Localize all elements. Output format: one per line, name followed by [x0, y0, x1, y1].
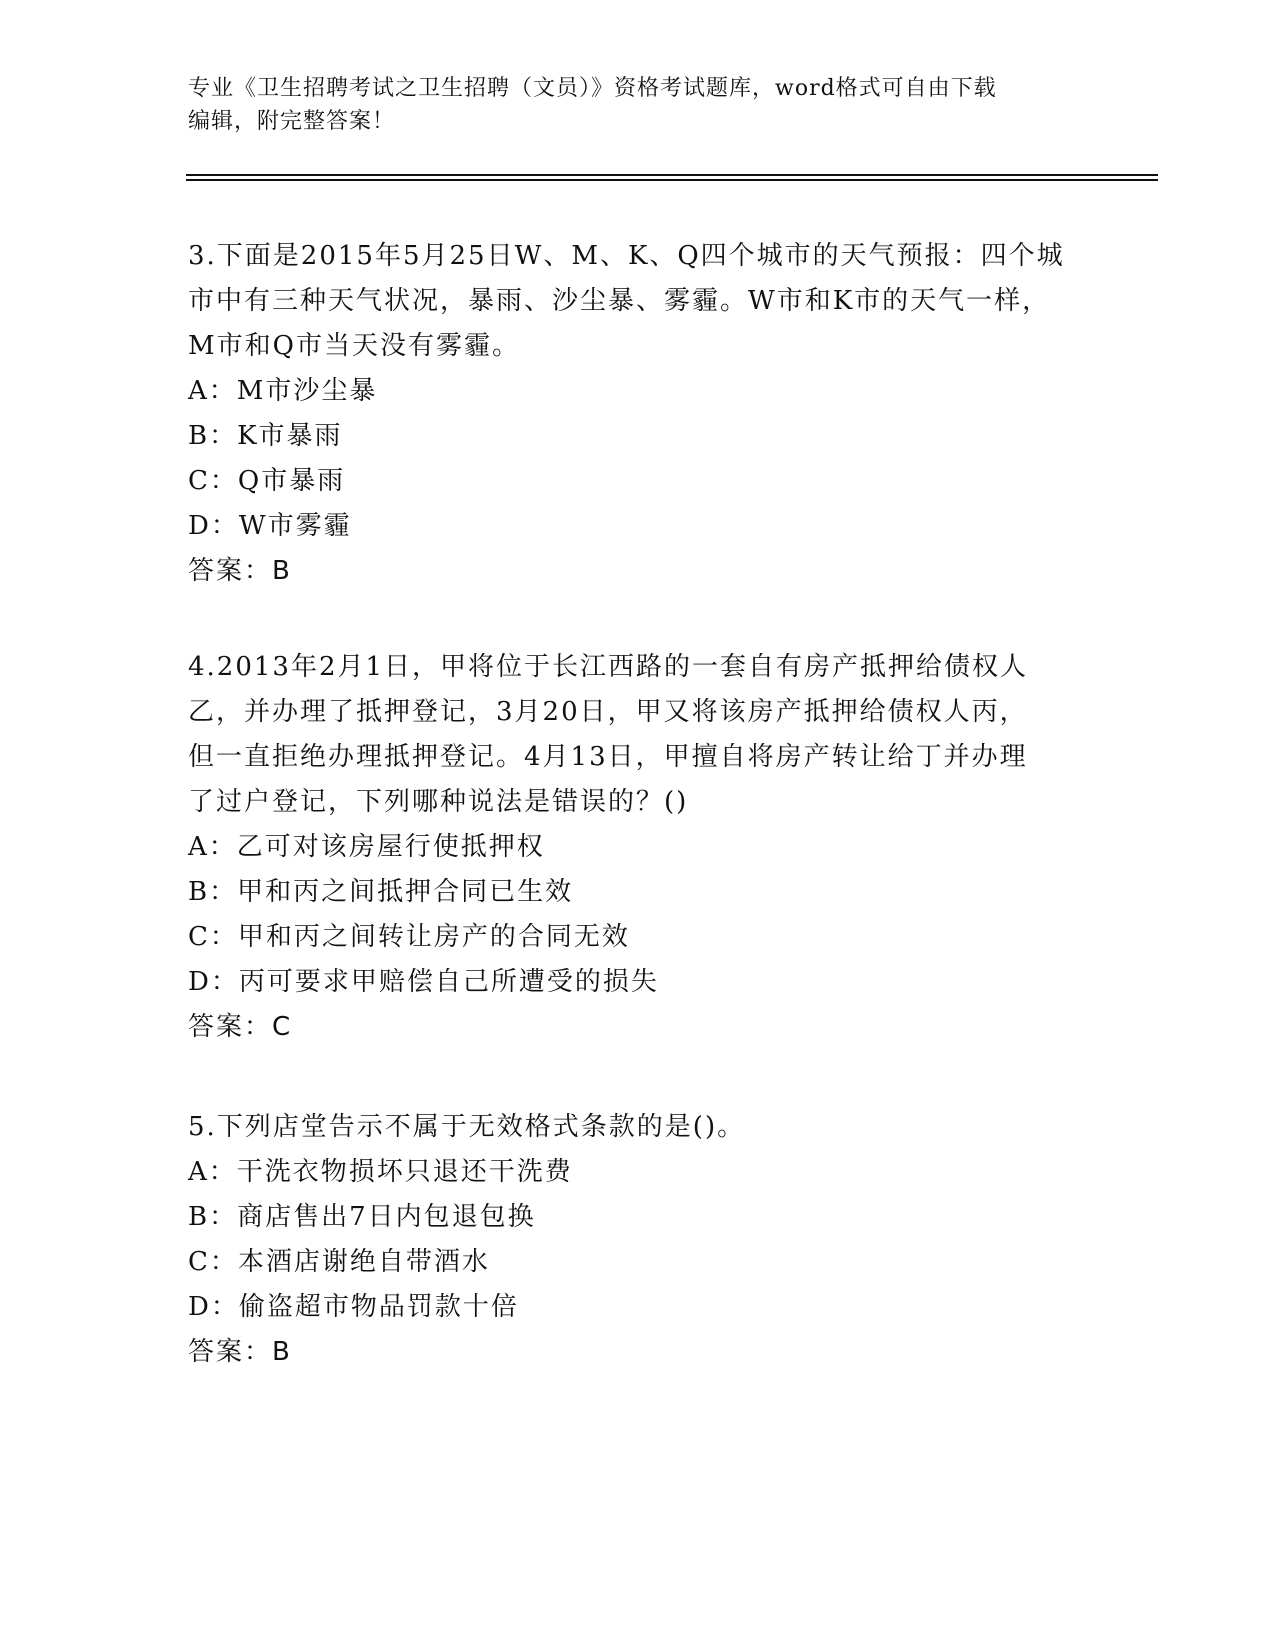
- option-c: C：甲和丙之间转让房产的合同无效: [188, 922, 630, 952]
- option-b: B：K市暴雨: [188, 421, 343, 451]
- header-line: 专业《卫生招聘考试之卫生招聘（文员）》资格考试题库，word格式可自由下载: [188, 76, 997, 101]
- option-b: B：商店售出7日内包退包换: [188, 1202, 536, 1232]
- question-stem: [188, 234, 1088, 369]
- option-b: B：甲和丙之间抵押合同已生效: [188, 877, 574, 907]
- stem-line: 但一直拒绝办理抵押登记。4月13日，甲擅自将房产转让给丁并办理: [188, 742, 1028, 772]
- stem-line: 5.下列店堂告示不属于无效格式条款的是()。: [188, 1112, 746, 1142]
- option-d: D：丙可要求甲赔偿自己所遭受的损失: [188, 967, 659, 997]
- option-a: A：干洗衣物损坏只退还干洗费: [188, 1157, 573, 1187]
- header-line: 编辑，附完整答案！: [188, 109, 396, 134]
- stem-line: 4.2013年2月1日，甲将位于长江西路的一套自有房产抵押给债权人: [188, 652, 1029, 682]
- document-header: [188, 72, 1088, 138]
- stem-line: 市中有三种天气状况，暴雨、沙尘暴、雾霾。W市和K市的天气一样，: [188, 286, 1051, 316]
- option-c: C：本酒店谢绝自带酒水: [188, 1247, 490, 1277]
- option-d: D：偷盗超市物品罚款十倍: [188, 1292, 519, 1322]
- header-divider-top: [186, 174, 1158, 176]
- question-stem: [188, 645, 1088, 825]
- header-divider-bottom: [186, 179, 1158, 181]
- answer: 答案：B: [188, 556, 292, 586]
- stem-line: 了过户登记，下列哪种说法是错误的？(): [188, 787, 689, 817]
- option-a: A：乙可对该房屋行使抵押权: [188, 832, 545, 862]
- option-a: A：M市沙尘暴: [188, 376, 378, 406]
- question-4: [188, 645, 1088, 1050]
- option-d: D：W市雾霾: [188, 511, 352, 541]
- option-c: C：Q市暴雨: [188, 466, 346, 496]
- question-stem: [188, 1105, 1088, 1150]
- answer: 答案：C: [188, 1012, 293, 1042]
- question-3: [188, 234, 1088, 594]
- stem-line: 3.下面是2015年5月25日W、M、K、Q四个城市的天气预报：四个城: [188, 241, 1065, 271]
- question-5: [188, 1105, 1088, 1375]
- stem-line: 乙，并办理了抵押登记，3月20日，甲又将该房产抵押给债权人丙，: [188, 697, 1028, 727]
- answer: 答案：B: [188, 1337, 292, 1367]
- stem-line: M市和Q市当天没有雾霾。: [188, 331, 520, 361]
